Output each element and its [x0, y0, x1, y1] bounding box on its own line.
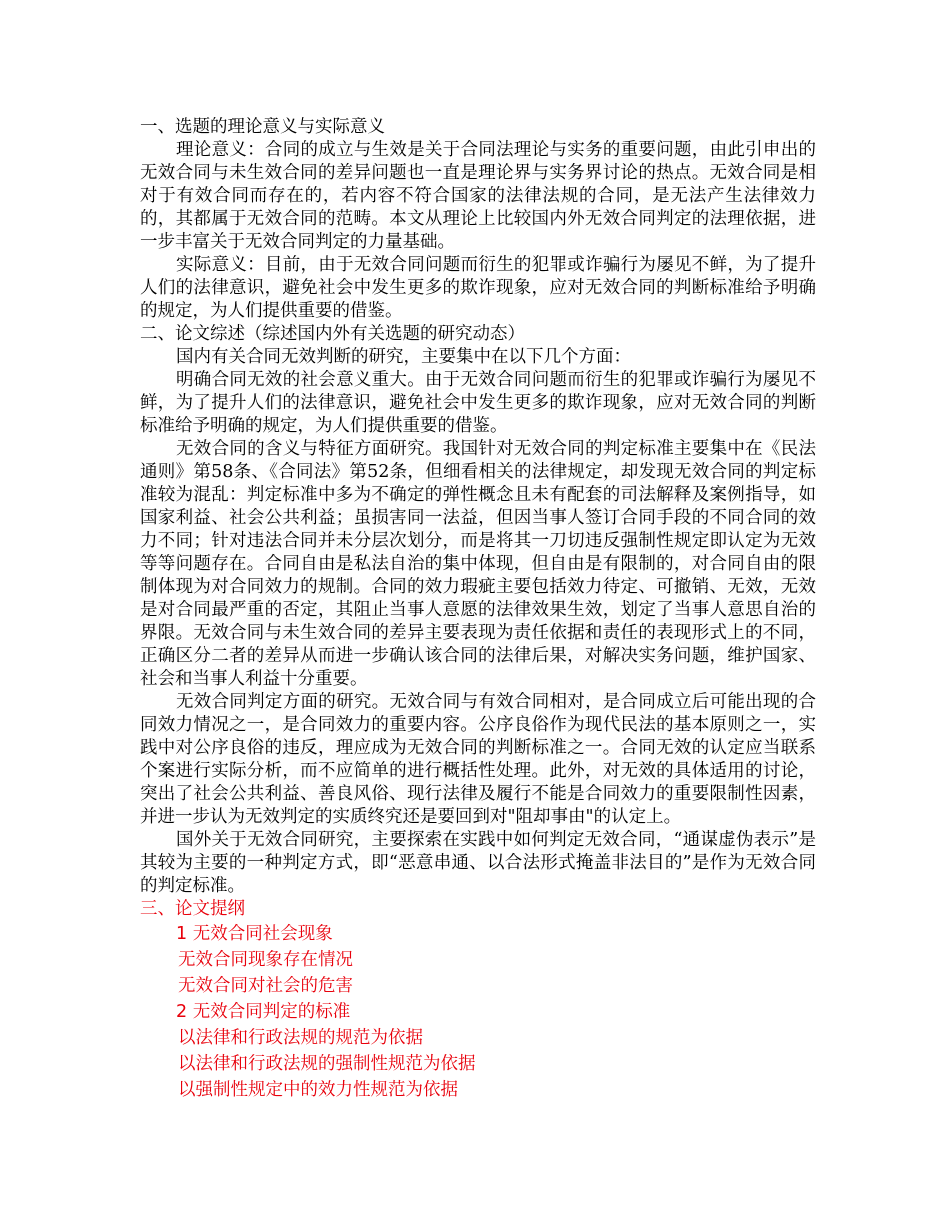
outline-item-2-2: 以法律和行政法规的强制性规范为依据 — [178, 1054, 476, 1074]
paragraph-theoretical-significance: 理论意义：合同的成立与生效是关于合同法理论与实务的重要问题，由此引申出的无效合同与未生效合同的差异问题也一直是理论界与实务界讨论的热点。无效合同是相对于有效合同而存在的，若内容不符合国家的法律法规的合同，是无法产生法律效力的，其都属于无效合同的范畴。本文从理论上比较国内外无效合同判定的法理依据，进一步丰富关于无效合同判定的力量基础。 — [140, 140, 816, 252]
paragraph-meaning-and-features: 无效合同的含义与特征方面研究。我国针对无效合同的判定标准主要集中在《民法通则》第58条、《合同法》第52条，但细看相关的法律规定，却发现无效合同的判定标准较为混乱：判定标准中多为不确定的弹性概念且未有配套的司法解释及案例指导，如国家利益、社会公共利益；虽损害同一法益，但因当事人签订合同手段的不同合同的效力不同；针对违法合同并未分层次划分，而是将其一刀切违反强制性规定即认定为无效等等问题存在。合同自由是私法自治的集中体现，但自由是有限制的，对合同自由的限制体现为对合同效力的规制。合同的效力瑕疵主要包括效力待定、可撤销、无效，无效是对合同最严重的否定，其阻止当事人意愿的法律效果生效，划定了当事人意思自治的界限。无效合同与未生效合同的差异主要表现为责任依据和责任的表现形式上的不同，正确区分二者的差异从而进一步确认该合同的法律后果，对解决实务问题，维护国家、社会和当事人利益十分重要。 — [140, 439, 816, 689]
paragraph-practical-significance: 实际意义：目前，由于无效合同问题而衍生的犯罪或诈骗行为屡见不鲜，为了提升人们的法律意识，避免社会中发生更多的欺诈现象，应对无效合同的判断标准给予明确的规定，为人们提供重要的借鉴。 — [140, 255, 816, 321]
section-heading-outline: 三、论文提纲 — [140, 899, 245, 919]
outline-item-2-1: 以法律和行政法规的规范为依据 — [178, 1028, 423, 1048]
thesis-outline — [140, 898, 816, 1103]
paragraph-social-significance: 明确合同无效的社会意义重大。由于无效合同问题而衍生的犯罪或诈骗行为屡见不鲜，为了提升人们的法律意识，避免社会中发生更多的欺诈现象，应对无效合同的判断标准给予明确的规定，为人们提供重要的借鉴。 — [140, 370, 816, 436]
outline-item-1-2: 无效合同对社会的危害 — [178, 976, 353, 996]
paragraph-foreign-research: 国外关于无效合同研究，主要探索在实践中如何判定无效合同，“通谋虚伪表示”是其较为主要的一种判定方式，即“恶意串通、以合法形式掩盖非法目的”是作为无效合同的判定标准。 — [140, 830, 816, 896]
section-heading-literature-review: 二、论文综述（综述国内外有关选题的研究动态） — [140, 324, 525, 344]
outline-item-chapter-2: 2 无效合同判定的标准 — [176, 1002, 351, 1022]
paragraph-judgment-research: 无效合同判定方面的研究。无效合同与有效合同相对，是合同成立后可能出现的合同效力情况之一，是合同效力的重要内容。公序良俗作为现代民法的基本原则之一，实践中对公序良俗的违反，理应成为无效合同的判断标准之一。合同无效的认定应当联系个案进行实际分析，而不应简单的进行概括性处理。此外，对无效的具体适用的讨论，突出了社会公共利益、善良风俗、现行法律及履行不能是合同效力的重要限制性因素，并进一步认为无效判定的实质终究还是要回到对"阻却事由"的认定上。 — [140, 692, 816, 827]
document-body — [140, 116, 816, 1103]
outline-item-1-1: 无效合同现象存在情况 — [178, 950, 353, 970]
section-heading-significance: 一、选题的理论意义与实际意义 — [140, 117, 385, 137]
outline-item-chapter-1: 1 无效合同社会现象 — [176, 924, 333, 944]
paragraph-domestic-intro: 国内有关合同无效判断的研究，主要集中在以下几个方面： — [176, 347, 631, 367]
outline-item-2-3: 以强制性规定中的效力性规范为依据 — [178, 1080, 458, 1100]
